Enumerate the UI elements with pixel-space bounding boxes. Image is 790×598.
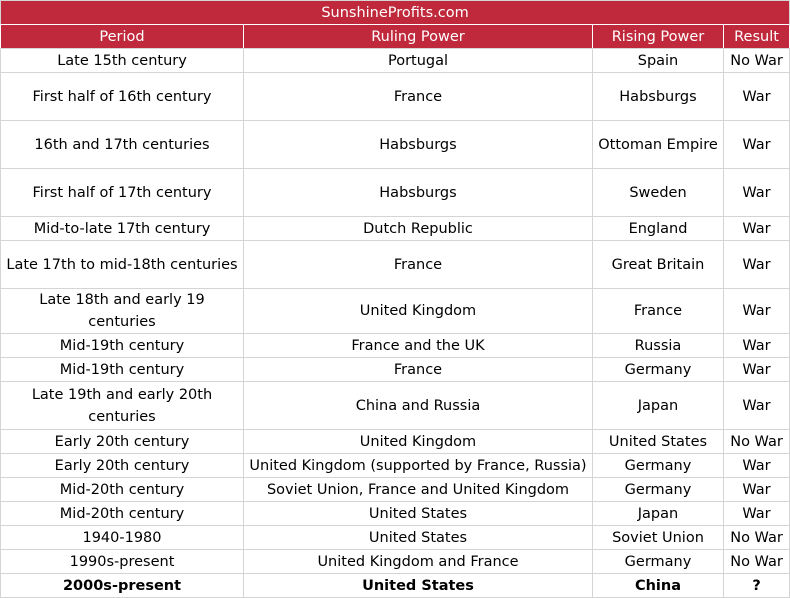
column-header-rising-power: Rising Power xyxy=(593,25,724,49)
rising-power-cell: Ottoman Empire xyxy=(593,121,724,169)
column-header-result: Result xyxy=(724,25,790,49)
period-cell: Early 20th century xyxy=(1,454,244,478)
result-cell: War xyxy=(724,334,790,358)
table-row xyxy=(1,478,790,502)
ruling-power-cell: France xyxy=(244,358,593,382)
column-header-period: Period xyxy=(1,25,244,49)
rising-power-cell: Germany xyxy=(593,478,724,502)
rising-power-cell: Japan xyxy=(593,382,724,430)
result-cell: War xyxy=(724,73,790,121)
ruling-power-cell: United Kingdom (supported by France, Russia) xyxy=(244,454,593,478)
result-cell: ? xyxy=(724,574,790,598)
table-row xyxy=(1,502,790,526)
ruling-power-cell: Habsburgs xyxy=(244,121,593,169)
period-cell: 1990s-present xyxy=(1,550,244,574)
table-row xyxy=(1,550,790,574)
ruling-power-cell: Soviet Union, France and United Kingdom xyxy=(244,478,593,502)
ruling-power-cell: China and Russia xyxy=(244,382,593,430)
rising-power-cell: France xyxy=(593,289,724,334)
rising-power-cell: Germany xyxy=(593,550,724,574)
result-cell: War xyxy=(724,478,790,502)
ruling-power-cell: Portugal xyxy=(244,49,593,73)
period-cell: 1940-1980 xyxy=(1,526,244,550)
table-row xyxy=(1,49,790,73)
period-cell: Early 20th century xyxy=(1,430,244,454)
ruling-power-cell: Dutch Republic xyxy=(244,217,593,241)
rising-power-cell: Soviet Union xyxy=(593,526,724,550)
title-row xyxy=(1,1,790,25)
result-cell: War xyxy=(724,217,790,241)
period-cell: Late 19th and early 20th centuries xyxy=(1,382,244,430)
ruling-power-cell: United States xyxy=(244,574,593,598)
table-title: SunshineProfits.com xyxy=(1,1,790,25)
period-cell: 2000s-present xyxy=(1,574,244,598)
table-row xyxy=(1,382,790,430)
table-row xyxy=(1,334,790,358)
result-cell: No War xyxy=(724,550,790,574)
result-cell: War xyxy=(724,502,790,526)
ruling-power-cell: United Kingdom xyxy=(244,430,593,454)
column-header-ruling-power: Ruling Power xyxy=(244,25,593,49)
table-row xyxy=(1,358,790,382)
period-cell: Mid-20th century xyxy=(1,478,244,502)
period-cell: Late 17th to mid-18th centuries xyxy=(1,241,244,289)
table-row xyxy=(1,73,790,121)
rising-power-cell: Germany xyxy=(593,454,724,478)
rising-power-cell: Sweden xyxy=(593,169,724,217)
period-cell: Mid-19th century xyxy=(1,334,244,358)
rising-power-cell: Habsburgs xyxy=(593,73,724,121)
ruling-power-cell: United Kingdom and France xyxy=(244,550,593,574)
rising-power-cell: Spain xyxy=(593,49,724,73)
table-row xyxy=(1,217,790,241)
rising-power-cell: Germany xyxy=(593,358,724,382)
table-row xyxy=(1,526,790,550)
rising-power-cell: England xyxy=(593,217,724,241)
ruling-power-cell: France and the UK xyxy=(244,334,593,358)
table-row xyxy=(1,169,790,217)
table-row xyxy=(1,574,790,598)
table-row xyxy=(1,430,790,454)
rising-power-cell: Japan xyxy=(593,502,724,526)
result-cell: War xyxy=(724,121,790,169)
header-row xyxy=(1,25,790,49)
result-cell: No War xyxy=(724,49,790,73)
period-cell: First half of 17th century xyxy=(1,169,244,217)
rising-power-cell: United States xyxy=(593,430,724,454)
period-cell: Late 15th century xyxy=(1,49,244,73)
period-cell: Mid-to-late 17th century xyxy=(1,217,244,241)
ruling-power-cell: United Kingdom xyxy=(244,289,593,334)
result-cell: No War xyxy=(724,430,790,454)
result-cell: War xyxy=(724,289,790,334)
period-cell: Late 18th and early 19 centuries xyxy=(1,289,244,334)
table-row xyxy=(1,454,790,478)
result-cell: War xyxy=(724,241,790,289)
table-row xyxy=(1,289,790,334)
ruling-power-cell: France xyxy=(244,241,593,289)
result-cell: War xyxy=(724,169,790,217)
ruling-power-cell: Habsburgs xyxy=(244,169,593,217)
period-cell: First half of 16th century xyxy=(1,73,244,121)
table-row xyxy=(1,121,790,169)
table-row xyxy=(1,241,790,289)
ruling-power-cell: France xyxy=(244,73,593,121)
result-cell: War xyxy=(724,382,790,430)
result-cell: War xyxy=(724,358,790,382)
period-cell: Mid-20th century xyxy=(1,502,244,526)
rising-power-cell: China xyxy=(593,574,724,598)
result-cell: No War xyxy=(724,526,790,550)
period-cell: 16th and 17th centuries xyxy=(1,121,244,169)
ruling-power-cell: United States xyxy=(244,502,593,526)
rising-power-cell: Russia xyxy=(593,334,724,358)
period-cell: Mid-19th century xyxy=(1,358,244,382)
ruling-power-cell: United States xyxy=(244,526,593,550)
rising-power-cell: Great Britain xyxy=(593,241,724,289)
result-cell: War xyxy=(724,454,790,478)
table-body xyxy=(1,49,790,598)
